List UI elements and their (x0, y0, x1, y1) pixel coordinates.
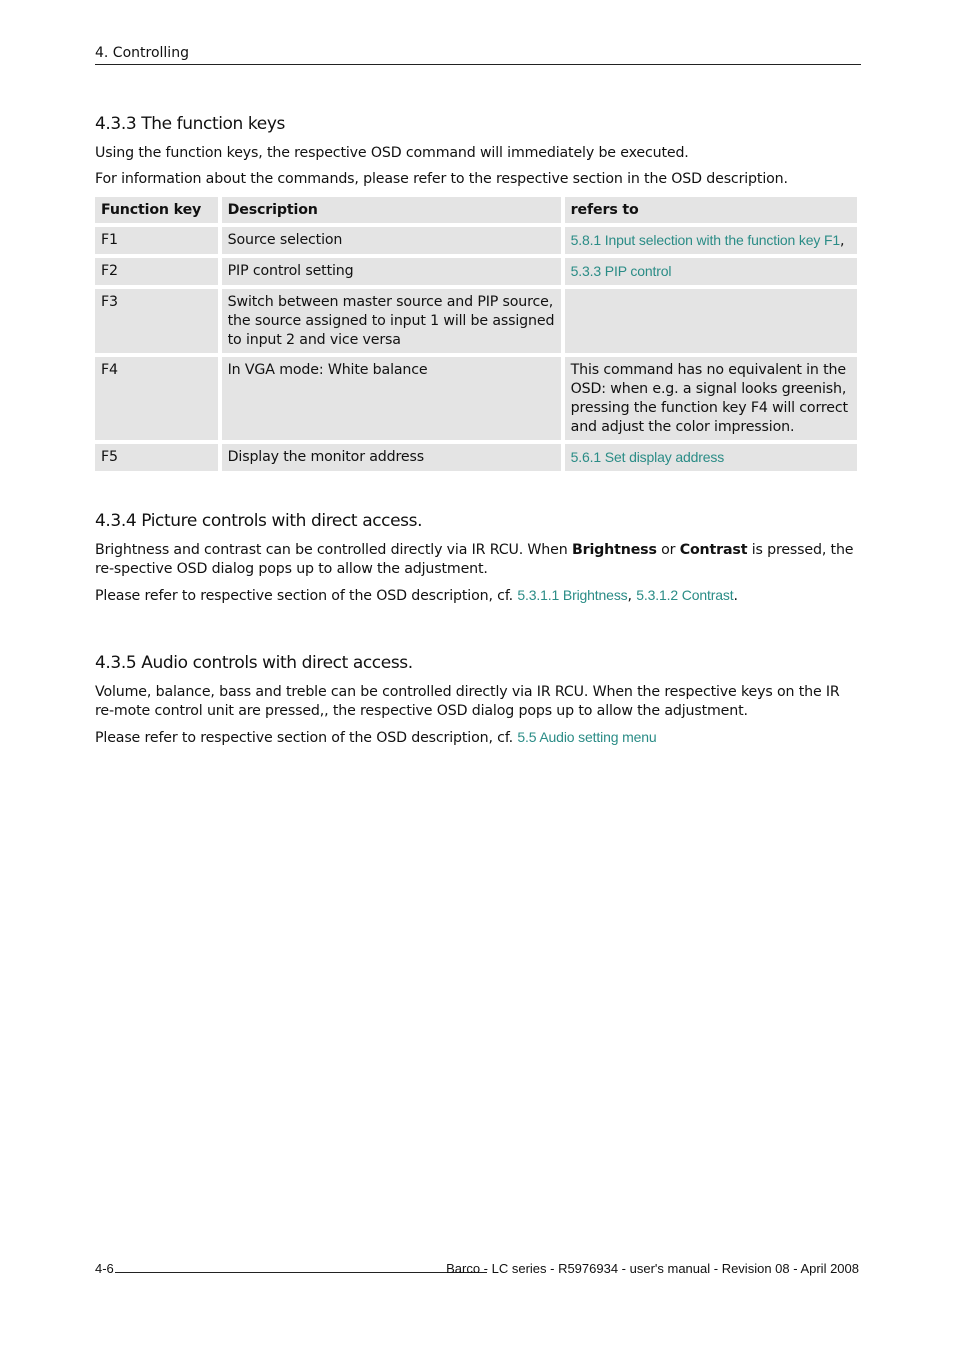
text-run: . (733, 588, 738, 604)
text-run: Please refer to respective section of the OSD description, cf. (95, 730, 518, 746)
table-cell-key: F1 (95, 227, 218, 254)
table-cell-key: F2 (95, 258, 218, 285)
column-header: Function key (95, 197, 218, 223)
text-run: is pressed, the re-spective OSD dialog pops up to allow the adjustment. (95, 542, 854, 577)
cross-ref-link[interactable]: 5.3.1.1 Brightness (517, 587, 628, 603)
section-title: 4.3.3 The function keys (95, 114, 285, 134)
text-run: Brightness and contrast can be controlled directly via IR RCU. When (95, 542, 572, 558)
column-header: refers to (565, 197, 857, 223)
paragraph (95, 586, 857, 606)
cross-ref-link[interactable]: 5.3.3 PIP control (570, 263, 672, 279)
table-cell-ref: This command has no equivalent in the OSD: when e.g. a signal looks greenish, pressing the function key F4 will correct and adjust the color impression. (565, 357, 857, 440)
table-row (95, 357, 857, 440)
paragraph: Volume, balance, bass and treble can be controlled directly via IR RCU. When the respective keys on the IR re-mote control unit are pressed,, the respective OSD dialog pops up to allow the adjustment. (95, 684, 840, 719)
function-keys-table (91, 193, 861, 475)
page-number: 4-6 (95, 1261, 114, 1276)
table-cell-ref (565, 289, 857, 353)
table-cell-description: PIP control setting (222, 258, 561, 285)
section-title: 4.3.4 Picture controls with direct access. (95, 511, 423, 531)
running-header: 4. Controlling (95, 45, 861, 65)
cross-ref-link[interactable]: 5.8.1 Input selection with the function key F1 (570, 232, 841, 248)
table-cell-ref (565, 444, 857, 471)
cross-ref-link[interactable]: 5.6.1 Set display address (570, 449, 725, 465)
column-header: Description (222, 197, 561, 223)
footer-info: Barco - LC series - R5976934 - user's manual - Revision 08 - April 2008 (446, 1261, 859, 1276)
table-cell-description: In VGA mode: White balance (222, 357, 561, 440)
table-cell-ref (565, 258, 857, 285)
footer-rule (115, 1272, 487, 1273)
table-cell-description: Switch between master source and PIP source, the source assigned to input 1 will be assigned to input 2 and vice versa (222, 289, 561, 353)
text-run: , (627, 588, 637, 604)
table-cell-key: F3 (95, 289, 218, 353)
cross-ref-link[interactable]: 5.3.1.2 Contrast (636, 587, 734, 603)
text-run: Please refer to respective section of the OSD description, cf. (95, 588, 518, 604)
key-name-brightness: Brightness (571, 542, 657, 558)
table-row (95, 444, 857, 471)
key-name-contrast: Contrast (679, 542, 748, 558)
text-run: or (656, 542, 680, 558)
table-row (95, 227, 857, 254)
section-function-keys (95, 114, 857, 475)
ref-suffix: , (840, 233, 845, 249)
table-header-row (95, 197, 857, 223)
section-title: 4.3.5 Audio controls with direct access. (95, 653, 413, 673)
section-picture-controls (95, 511, 857, 613)
table-row (95, 289, 857, 353)
table-cell-description: Display the monitor address (222, 444, 561, 471)
section-audio-controls (95, 653, 857, 755)
table-cell-description: Source selection (222, 227, 561, 254)
table-row (95, 258, 857, 285)
paragraph: Using the function keys, the respective OSD command will immediately be executed. (95, 145, 689, 161)
paragraph (95, 728, 857, 748)
table-cell-key: F5 (95, 444, 218, 471)
cross-ref-link[interactable]: 5.5 Audio setting menu (517, 729, 657, 745)
paragraph: For information about the commands, please refer to the respective section in the OSD description. (95, 171, 788, 187)
table-cell-ref (565, 227, 857, 254)
table-cell-key: F4 (95, 357, 218, 440)
paragraph (95, 541, 857, 579)
page-footer (95, 1261, 861, 1279)
